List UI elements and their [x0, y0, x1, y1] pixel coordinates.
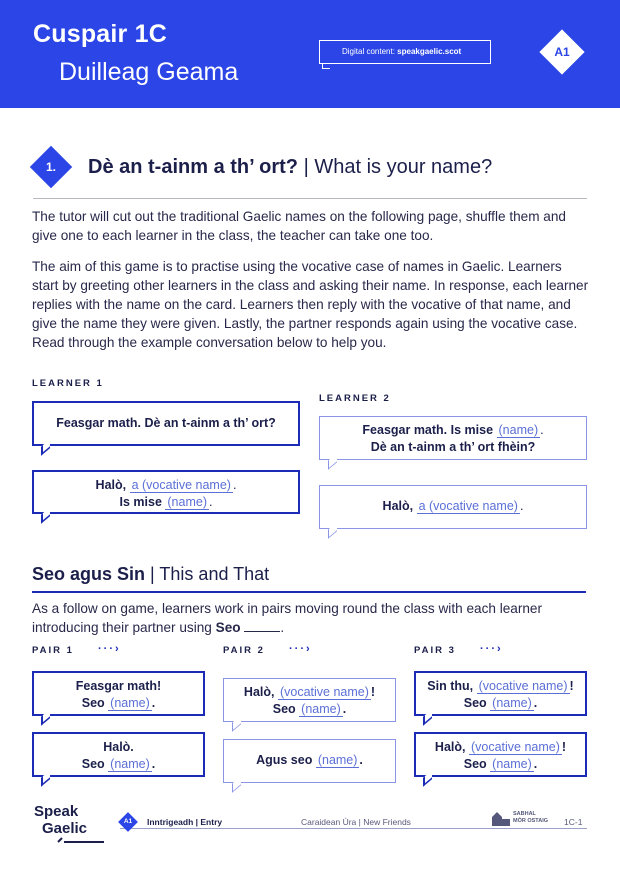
level-badge: A1: [554, 45, 570, 59]
speech-bubble: Halò. Seo (name) .: [32, 732, 205, 777]
section1-title: Dè an t-ainm a th’ ort? | What is your name?: [88, 156, 493, 178]
speakgaelic-logo: Speak Gaelic: [34, 803, 88, 837]
divider: [33, 198, 587, 199]
sabhal-mor-ostaig-logo-icon: [491, 809, 511, 827]
pair2-label: PAIR 2: [223, 645, 265, 656]
speech-bubble: Agus seo (name) .: [223, 739, 396, 783]
speech-bubble: Feasgar math. Dè an t-ainm a th’ ort?: [32, 401, 300, 446]
speech-bubble: Feasgar math. Is mise (name) . Dè an t-ainm a th’ ort fhèin?: [319, 416, 587, 460]
speech-bubble: Halò, a (vocative name) .: [319, 485, 587, 529]
instructions-paragraph-1: The tutor will cut out the traditional Gaelic names on the following page, shuffle them and give one to each learner in the class, the teacher can take one too.: [32, 209, 566, 243]
footer-topic: Caraidean Ùra | New Friends: [301, 817, 411, 827]
speech-bubble: Halò, (vocative name) ! Seo (name) .: [414, 732, 587, 777]
page-subtitle: Duilleag Geama: [59, 58, 239, 86]
footer-level: A1: [123, 818, 133, 825]
footer-unit: Inntrigeadh | Entry: [147, 817, 223, 827]
learner1-label: LEARNER 1: [32, 378, 104, 389]
page-number: 1C-1: [564, 817, 583, 827]
divider: [32, 591, 586, 593]
logo-underline-icon: [56, 836, 106, 844]
page-title: Cuspair 1C: [33, 20, 167, 48]
dots-arrow-icon: ···›: [289, 643, 312, 655]
speech-bubble: Feasgar math! Seo (name) .: [32, 671, 205, 716]
digital-url[interactable]: speakgaelic.scot: [397, 47, 462, 56]
section-number: 1.: [45, 160, 56, 174]
partner-logo-text: SABHAL MÒR OSTAIG: [513, 811, 549, 824]
pair3-label: PAIR 3: [414, 645, 456, 656]
dots-arrow-icon: ···›: [98, 643, 121, 655]
instructions-paragraph-2: The aim of this game is to practise using the vocative case of names in Gaelic. Learners start by greeting other learners in the class and asking their name. In response, each learner replies with the name on the card. Learners then reply with the vocative of that name, and give the name they were given. Lastly, the partner responds again using the vocative case. Read through the example conversation below to help you.: [32, 259, 589, 350]
footer-divider: [120, 828, 587, 829]
speech-bubble: Halò, (vocative name) ! Seo (name) .: [223, 678, 396, 722]
learner2-label: LEARNER 2: [319, 393, 391, 404]
speech-bubble: Halò, a (vocative name) . Is mise (name) .: [32, 470, 300, 514]
digital-label: Digital content:: [342, 47, 395, 56]
speech-tail-icon: [322, 63, 330, 69]
dots-arrow-icon: ···›: [480, 643, 503, 655]
section2-title: Seo agus Sin | This and That: [32, 564, 270, 584]
speech-bubble: Sin thu, (vocative name) ! Seo (name) .: [414, 671, 587, 716]
section2-paragraph: As a follow on game, learners work in pairs moving round the class with each learner introducing their partner using Seo .: [32, 601, 543, 635]
header-banner: [0, 0, 620, 108]
digital-content-link[interactable]: [319, 40, 491, 64]
pair1-label: PAIR 1: [32, 645, 74, 656]
